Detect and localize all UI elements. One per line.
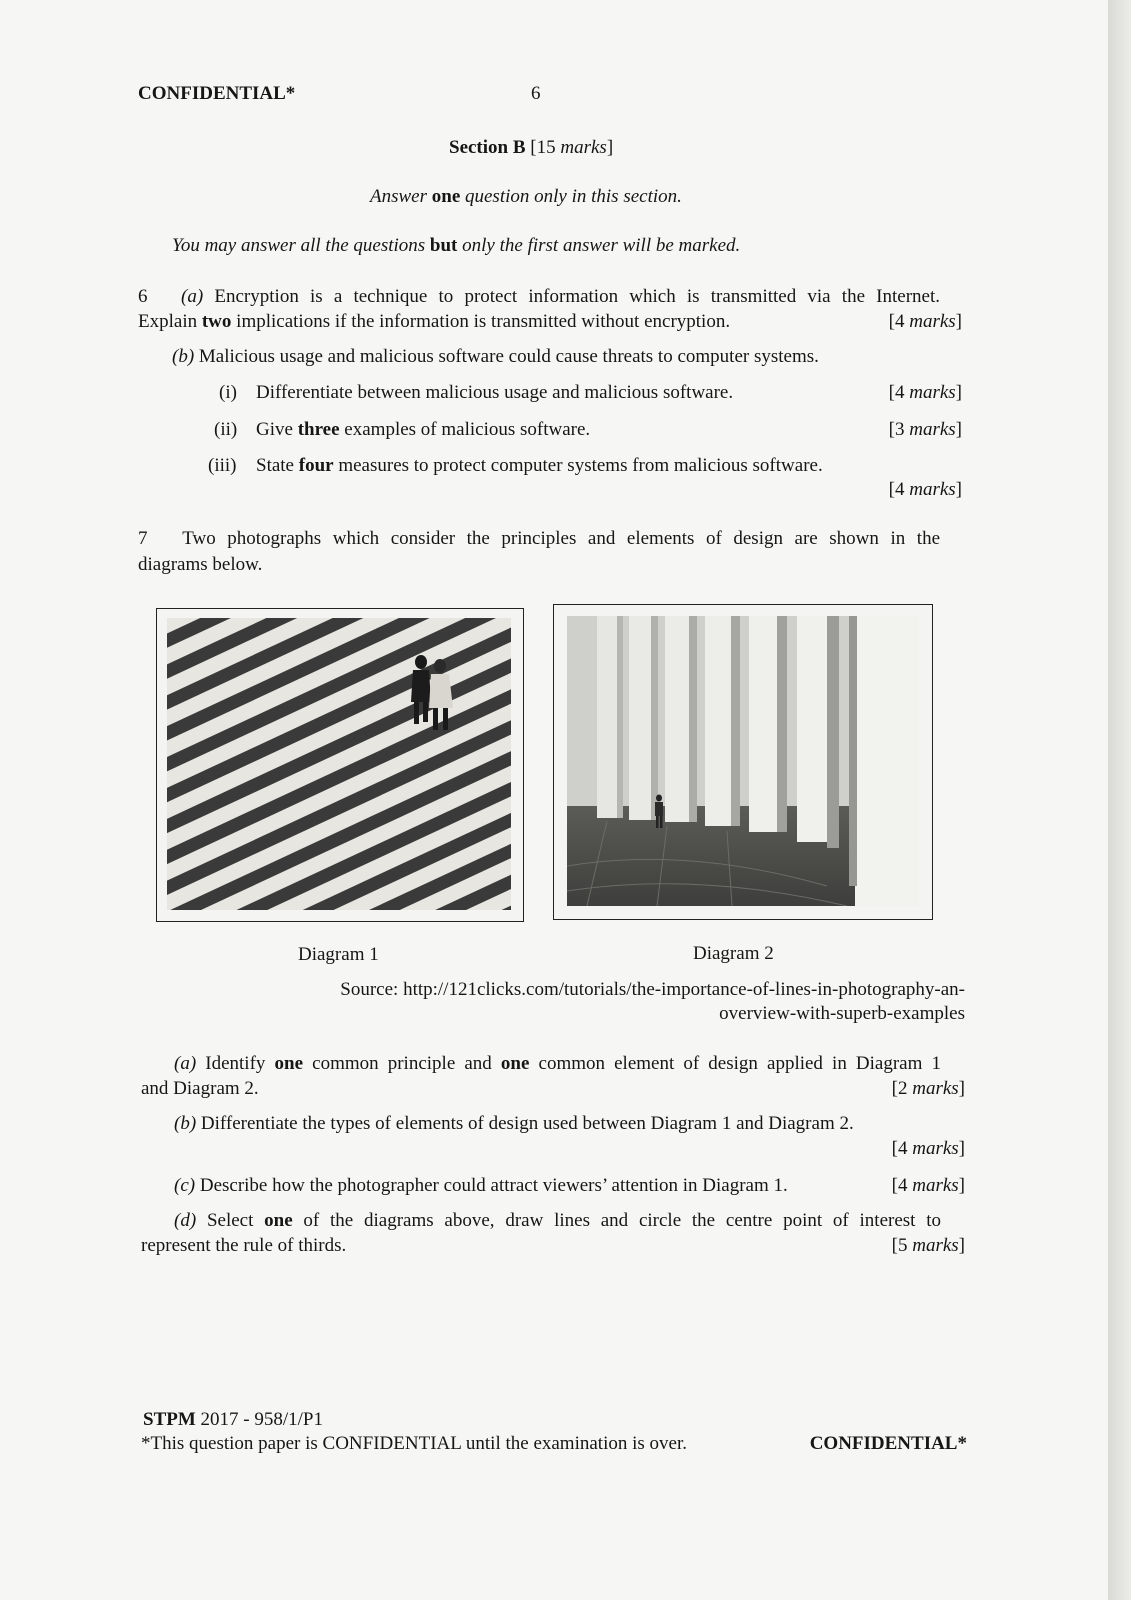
q7b-marks: [4 marks] xyxy=(891,1138,965,1159)
q7b-text: (b) Differentiate the types of elements of design used between Diagram 1 and Diagram 2. xyxy=(174,1113,854,1134)
columns-image xyxy=(567,616,919,906)
q6b-i-label: (i) xyxy=(219,382,237,403)
q6a-line-2: Explain two implications if the information is transmitted without encryption. xyxy=(138,311,731,332)
source-line-2: overview-with-superb-examples xyxy=(719,1003,965,1024)
q7c-marks: [4 marks] xyxy=(891,1175,965,1196)
q6b-i-text: Differentiate between malicious usage and malicious software. xyxy=(256,382,734,403)
page-edge-shadow xyxy=(1108,0,1131,1600)
q6b-i-marks: [4 marks] xyxy=(888,382,962,403)
q7-intro-line-1: 7 Two photographs which consider the principles and elements of design are shown in the xyxy=(138,528,941,549)
header-confidential: CONFIDENTIAL* xyxy=(138,83,296,104)
q6a-line-1: 6 (a) Encryption is a technique to protect information which is transmitted via the Internet. xyxy=(138,286,941,307)
diagram-1-frame xyxy=(156,608,524,922)
section-instruction-2: You may answer all the questions but only the first answer will be marked. xyxy=(172,235,741,256)
page-number: 6 xyxy=(531,83,541,104)
q7a-line-1: (a) Identify one common principle and one common element of design applied in Diagram 1 xyxy=(174,1053,942,1074)
q7d-line-2: represent the rule of thirds. xyxy=(141,1235,347,1256)
q6a-marks: [4 marks] xyxy=(888,311,962,332)
footer-confidential: CONFIDENTIAL* xyxy=(809,1433,967,1454)
q6b-iii-marks: [4 marks] xyxy=(888,479,962,500)
q7-intro-line-2: diagrams below. xyxy=(138,554,263,575)
q7d-marks: [5 marks] xyxy=(891,1235,965,1256)
q6b-ii-marks: [3 marks] xyxy=(888,419,962,440)
footer-notice: *This question paper is CONFIDENTIAL until the examination is over. xyxy=(141,1433,687,1454)
q7a-marks: [2 marks] xyxy=(891,1078,965,1099)
diagram-2-photo xyxy=(567,616,919,906)
q7a-line-2: and Diagram 2. xyxy=(141,1078,259,1099)
q6b-iii-label: (iii) xyxy=(208,455,237,476)
diagram-2-caption: Diagram 2 xyxy=(693,943,774,964)
q6b-ii-text: Give three examples of malicious software. xyxy=(256,419,591,440)
q6b-ii-label: (ii) xyxy=(214,419,238,440)
diagram-1-caption: Diagram 1 xyxy=(298,944,379,965)
q7d-line-1: (d) Select one of the diagrams above, draw lines and circle the centre point of interest to xyxy=(174,1210,941,1231)
q7c-text: (c) Describe how the photographer could attract viewers’ attention in Diagram 1. xyxy=(174,1175,788,1196)
section-title: Section B [15 marks] xyxy=(449,137,614,158)
footer-paper-code: STPM 2017 - 958/1/P1 xyxy=(143,1409,323,1430)
q6b-text: (b) Malicious usage and malicious software could cause threats to computer systems. xyxy=(172,346,819,367)
crosswalk-image xyxy=(167,618,511,910)
diagram-2-frame xyxy=(553,604,933,920)
source-line-1: Source: http://121clicks.com/tutorials/the-importance-of-lines-in-photography-an- xyxy=(340,979,965,1000)
diagram-1-photo xyxy=(167,618,511,910)
section-instruction-1: Answer one question only in this section. xyxy=(370,186,682,207)
q6b-iii-text: State four measures to protect computer systems from malicious software. xyxy=(256,455,823,476)
